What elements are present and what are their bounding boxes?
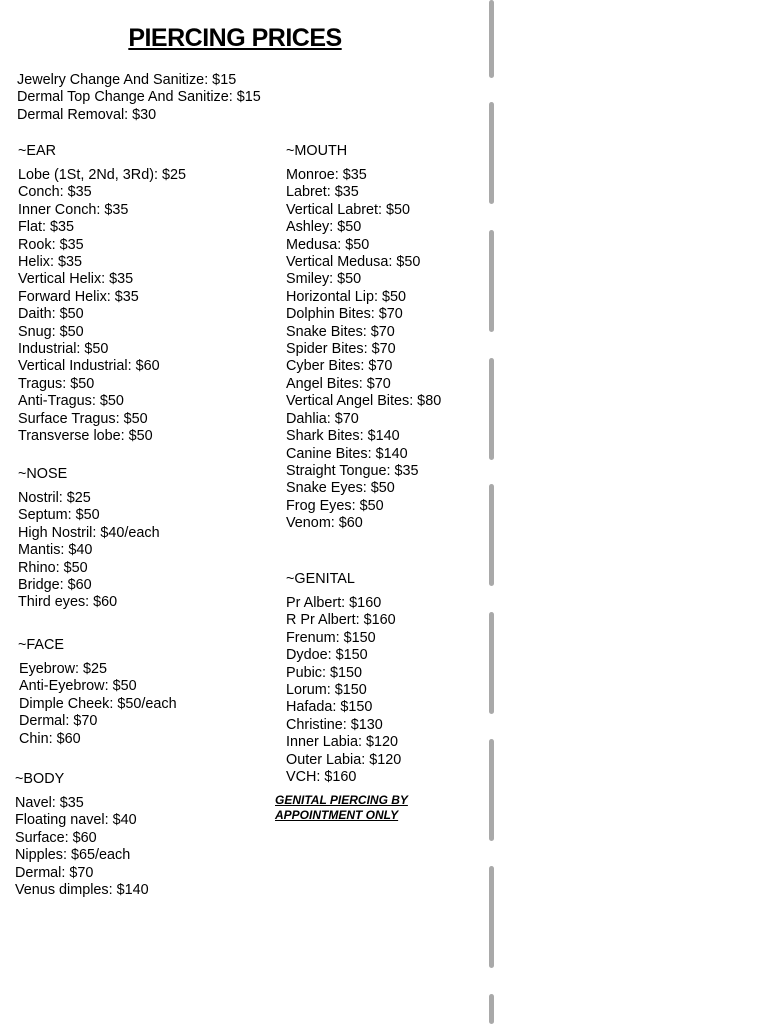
nose-heading: ~NOSE [18, 466, 68, 482]
genital-list [286, 595, 401, 786]
face-heading: ~FACE [18, 637, 64, 653]
appointment-note [275, 793, 408, 823]
price-item: Chin: $60 [19, 730, 81, 747]
divider-segment [489, 102, 494, 204]
price-item: Inner Conch: $35 [18, 201, 129, 218]
price-item: Spider Bites: $70 [286, 341, 396, 358]
price-item: Forward Helix: $35 [18, 288, 139, 305]
divider-segment [489, 994, 494, 1024]
price-item: R Pr Albert: $160 [286, 612, 396, 629]
price-item: Ashley: $50 [286, 219, 362, 236]
price-item: Dahlia: $70 [286, 410, 359, 427]
appointment-note-line2: APPOINTMENT ONLY [275, 808, 399, 822]
divider-segment [489, 612, 494, 714]
price-item: Inner Labia: $120 [286, 734, 399, 751]
price-item: Helix: $35 [18, 254, 82, 271]
price-item: Pr Albert: $160 [286, 595, 382, 611]
price-item: Pubic: $150 [286, 664, 363, 681]
price-item: Christine: $130 [286, 716, 383, 733]
divider-segment [489, 0, 494, 78]
price-item: Cyber Bites: $70 [286, 358, 393, 375]
face-list [19, 661, 177, 748]
price-item: Outer Labia: $120 [286, 751, 402, 768]
divider-segment [489, 484, 494, 586]
mouth-heading: ~MOUTH [286, 143, 348, 159]
divider-segment [489, 739, 494, 841]
price-item: Tragus: $50 [18, 375, 95, 392]
price-item: Straight Tongue: $35 [286, 462, 419, 479]
price-item: Frenum: $150 [286, 629, 376, 646]
nose-list [18, 490, 160, 612]
price-item: Hafada: $150 [286, 699, 373, 716]
price-item: Canine Bites: $140 [286, 445, 408, 462]
price-item: Lobe (1St, 2Nd, 3Rd): $25 [18, 167, 186, 183]
price-item: Snug: $50 [18, 323, 84, 340]
price-item: Surface: $60 [15, 829, 97, 846]
price-item: Surface Tragus: $50 [18, 410, 148, 427]
price-item: Vertical Angel Bites: $80 [286, 393, 442, 410]
price-item: Jewelry Change And Sanitize: $15 [17, 72, 237, 88]
price-item: Labret: $35 [286, 184, 359, 201]
price-item: Lorum: $150 [286, 682, 367, 699]
ear-list [18, 167, 186, 446]
price-item: Nipples: $65/each [15, 847, 131, 864]
price-item: Horizontal Lip: $50 [286, 288, 406, 305]
price-item: Frog Eyes: $50 [286, 497, 384, 514]
price-item: Mantis: $40 [18, 542, 93, 559]
price-item: Eyebrow: $25 [19, 661, 107, 677]
price-item: Third eyes: $60 [18, 594, 118, 611]
price-item: Smiley: $50 [286, 271, 362, 288]
price-item: Daith: $50 [18, 306, 84, 323]
price-item: Dolphin Bites: $70 [286, 306, 403, 323]
price-item: Monroe: $35 [286, 167, 367, 183]
price-item: Venom: $60 [286, 515, 363, 532]
divider-segment [489, 358, 494, 460]
price-item: Industrial: $50 [18, 341, 109, 358]
price-item: Flat: $35 [18, 219, 74, 236]
general-services-list [17, 72, 261, 124]
ear-heading: ~EAR [18, 143, 56, 159]
price-item: Nostril: $25 [18, 490, 91, 506]
appointment-note-line1: GENITAL PIERCING BY [275, 793, 408, 807]
price-item: Dermal Top Change And Sanitize: $15 [17, 89, 261, 106]
price-item: VCH: $160 [286, 769, 357, 786]
price-item: Snake Eyes: $50 [286, 480, 395, 497]
divider-segment [489, 230, 494, 332]
price-item: Vertical Labret: $50 [286, 201, 410, 218]
price-item: Rook: $35 [18, 236, 84, 253]
price-item: Vertical Industrial: $60 [18, 358, 160, 375]
price-item: Septum: $50 [18, 507, 100, 524]
price-item: Navel: $35 [15, 795, 84, 811]
mouth-list [286, 167, 441, 533]
price-item: Bridge: $60 [18, 577, 92, 594]
page-title: PIERCING PRICES [128, 24, 342, 52]
price-item: Dermal: $70 [19, 713, 98, 730]
price-item: Snake Bites: $70 [286, 323, 395, 340]
body-list [15, 795, 149, 899]
price-item: Anti-Eyebrow: $50 [19, 678, 137, 695]
price-item: Floating navel: $40 [15, 812, 137, 829]
price-item: Anti-Tragus: $50 [18, 393, 124, 410]
price-item: Dermal Removal: $30 [17, 106, 157, 123]
price-item: Venus dimples: $140 [15, 882, 149, 899]
price-item: Dydoe: $150 [286, 647, 368, 664]
price-item: High Nostril: $40/each [18, 524, 160, 541]
price-item: Dermal: $70 [15, 864, 94, 881]
genital-heading: ~GENITAL [286, 571, 355, 587]
price-item: Angel Bites: $70 [286, 375, 391, 392]
price-item: Transverse lobe: $50 [18, 428, 153, 445]
price-item: Dimple Cheek: $50/each [19, 695, 177, 712]
price-item: Vertical Helix: $35 [18, 271, 134, 288]
price-item: Medusa: $50 [286, 236, 370, 253]
body-heading: ~BODY [15, 771, 65, 787]
price-item: Rhino: $50 [18, 559, 88, 576]
price-item: Shark Bites: $140 [286, 428, 400, 445]
price-item: Conch: $35 [18, 184, 92, 201]
divider-segment [489, 866, 494, 968]
price-item: Vertical Medusa: $50 [286, 254, 421, 271]
